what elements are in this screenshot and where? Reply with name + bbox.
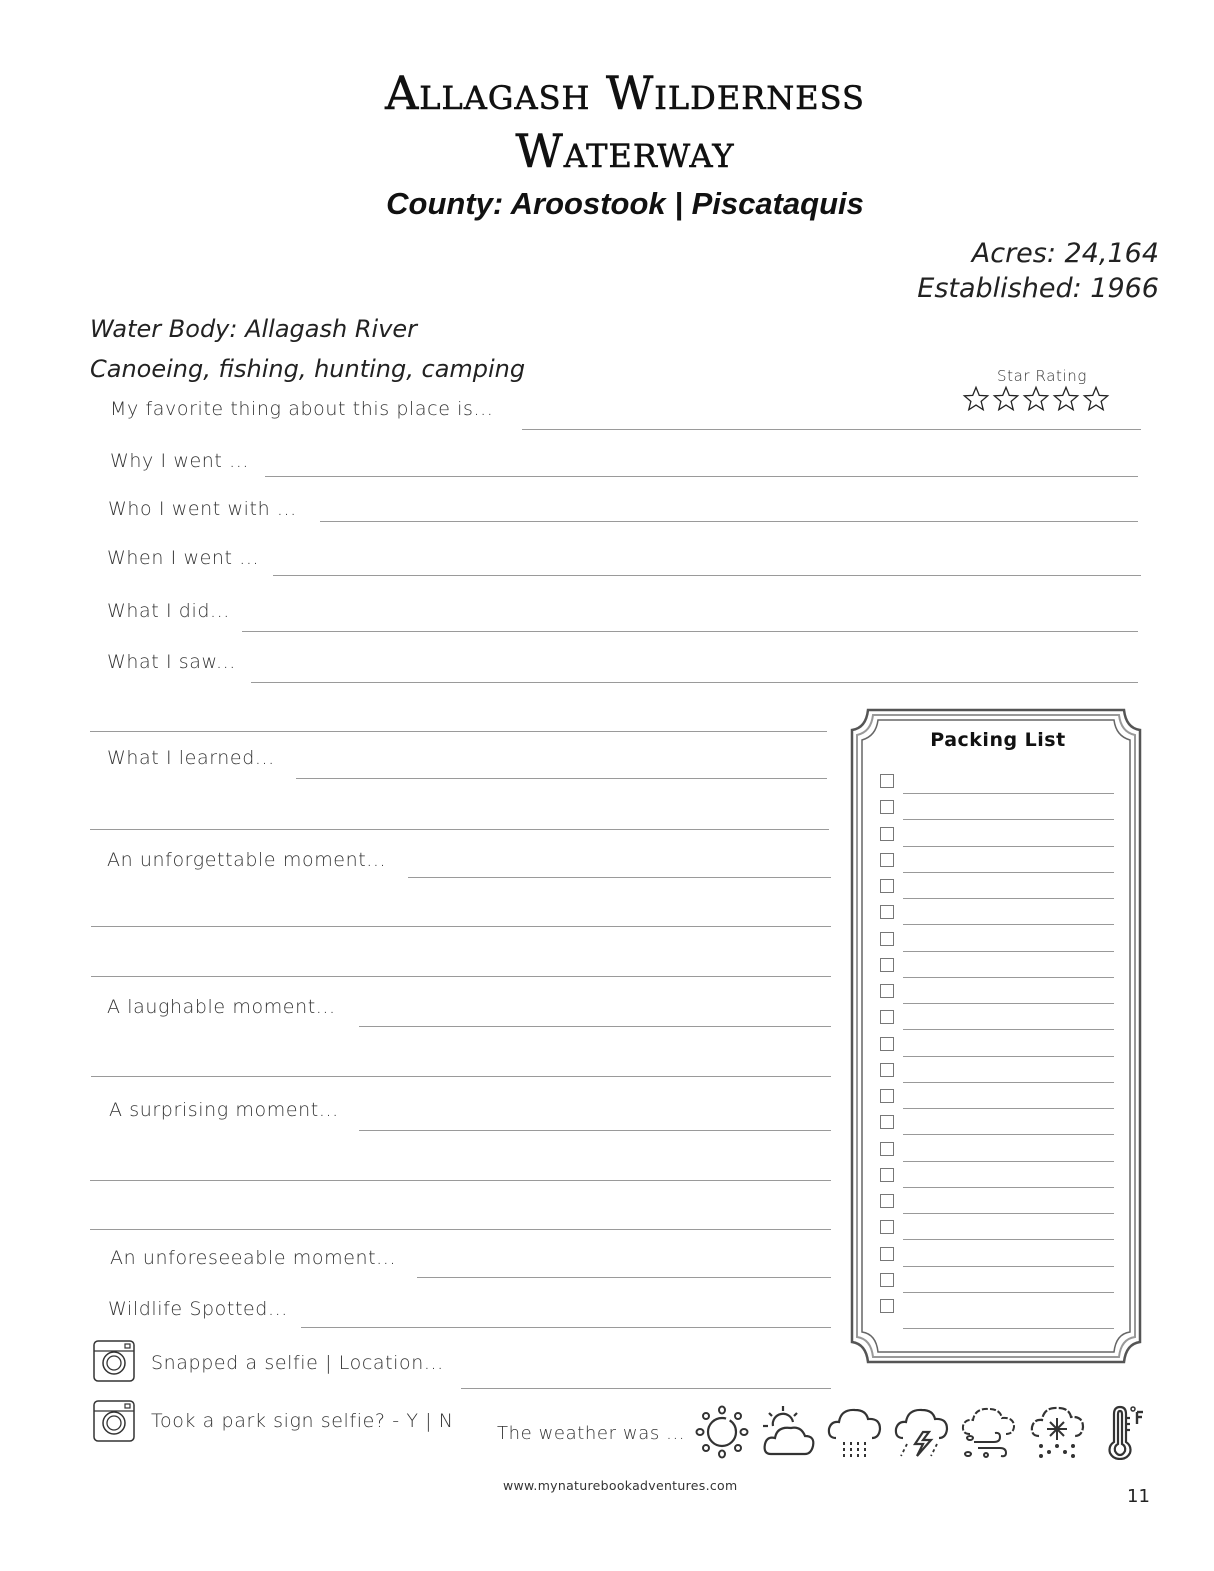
answer-line-selfie[interactable] — [461, 1388, 831, 1389]
packing-list-item[interactable] — [878, 852, 1114, 878]
checkbox[interactable] — [880, 1168, 894, 1182]
packing-item-line[interactable] — [903, 819, 1114, 820]
packing-list-item[interactable] — [878, 1036, 1114, 1062]
checkbox[interactable] — [880, 853, 894, 867]
packing-list-item[interactable] — [878, 904, 1114, 930]
packing-list-item[interactable] — [878, 1167, 1114, 1193]
checkbox[interactable] — [880, 905, 894, 919]
packing-item-line[interactable] — [903, 1134, 1114, 1135]
checkbox[interactable] — [880, 932, 894, 946]
answer-line-learned-2[interactable] — [90, 829, 829, 830]
packing-item-line[interactable] — [903, 846, 1114, 847]
acres-stat: Acres: 24,164 — [971, 238, 1159, 269]
checkbox[interactable] — [880, 1037, 894, 1051]
checkbox[interactable] — [880, 1194, 894, 1208]
packing-item-line[interactable] — [903, 1213, 1114, 1214]
packing-list-item[interactable] — [878, 983, 1114, 1009]
checkbox[interactable] — [880, 827, 894, 841]
camera-icon — [93, 1400, 135, 1442]
answer-line-who[interactable] — [320, 521, 1138, 522]
packing-list-item[interactable] — [878, 957, 1114, 983]
checkbox[interactable] — [880, 1089, 894, 1103]
prompt-learned: What I learned... — [107, 747, 275, 769]
star-rating[interactable] — [962, 385, 1110, 413]
packing-list-item[interactable] — [878, 1062, 1114, 1088]
answer-line-saw[interactable] — [251, 682, 1138, 683]
answer-line-saw-2[interactable] — [90, 731, 827, 732]
checkbox[interactable] — [880, 1063, 894, 1077]
packing-list-item[interactable] — [878, 1009, 1114, 1035]
packing-list-item[interactable] — [878, 1141, 1114, 1167]
packing-item-line[interactable] — [903, 951, 1114, 952]
packing-item-line[interactable] — [903, 1292, 1114, 1293]
prompt-who: Who I went with ... — [108, 498, 297, 520]
packing-item-line[interactable] — [903, 1003, 1114, 1004]
checkbox[interactable] — [880, 774, 894, 788]
answer-line-unforgettable-2[interactable] — [91, 926, 831, 927]
page-title-line-2: Waterway — [515, 124, 735, 178]
prompt-laughable: A laughable moment... — [107, 996, 336, 1018]
windy-icon[interactable] — [960, 1404, 1016, 1460]
packing-list-item[interactable] — [878, 878, 1114, 904]
packing-item-line[interactable] — [903, 793, 1114, 794]
packing-list-item[interactable] — [878, 799, 1114, 825]
answer-line-unforgettable-3[interactable] — [91, 976, 831, 977]
star-icon[interactable] — [992, 385, 1020, 413]
page-number: 11 — [1127, 1486, 1150, 1507]
prompt-surprising: A surprising moment... — [109, 1099, 339, 1121]
prompt-unforeseeable: An unforeseeable moment... — [110, 1247, 397, 1269]
prompt-when: When I went ... — [107, 547, 260, 569]
prompt-selfie: Snapped a selfie | Location... — [151, 1352, 444, 1374]
packing-list-item[interactable] — [878, 1193, 1114, 1219]
checkbox[interactable] — [880, 1220, 894, 1234]
answer-line-did[interactable] — [242, 631, 1138, 632]
packing-item-line[interactable] — [903, 1082, 1114, 1083]
packing-list-item[interactable] — [878, 1298, 1114, 1324]
packing-list-item[interactable] — [878, 1219, 1114, 1245]
packing-list-title: Packing List — [930, 729, 1066, 751]
answer-line-laughable[interactable] — [359, 1026, 831, 1027]
prompt-park-sign-selfie[interactable]: Took a park sign selfie? - Y | N — [151, 1410, 454, 1432]
thunderstorm-icon[interactable] — [893, 1404, 949, 1460]
answer-line-unforeseeable[interactable] — [417, 1277, 831, 1278]
established-stat: Established: 1966 — [917, 273, 1159, 304]
page-title-line-1: Allagash Wilderness — [385, 66, 865, 120]
checkbox[interactable] — [880, 879, 894, 893]
partly-cloudy-icon[interactable] — [761, 1404, 817, 1460]
rain-icon[interactable] — [826, 1404, 882, 1460]
packing-item-line[interactable] — [903, 977, 1114, 978]
answer-line-unforgettable[interactable] — [408, 877, 831, 878]
packing-item-line[interactable] — [903, 1328, 1114, 1329]
packing-item-line[interactable] — [903, 1266, 1114, 1267]
packing-list-item[interactable] — [878, 826, 1114, 852]
answer-line-surprising[interactable] — [359, 1130, 831, 1131]
thermometer-fahrenheit-icon[interactable] — [1096, 1404, 1152, 1460]
prompt-unforgettable: An unforgettable moment... — [107, 849, 387, 871]
packing-item-line[interactable] — [903, 1029, 1114, 1030]
water-body: Water Body: Allagash River — [90, 315, 418, 343]
camera-icon — [93, 1340, 135, 1382]
weather-label: The weather was ... — [497, 1423, 686, 1444]
prompt-wildlife: Wildlife Spotted... — [108, 1298, 288, 1320]
snow-icon[interactable] — [1029, 1404, 1085, 1460]
packing-list-item[interactable] — [878, 773, 1114, 799]
answer-line-surprising-2[interactable] — [90, 1180, 831, 1181]
footer-url[interactable]: www.mynaturebookadventures.com — [503, 1478, 738, 1493]
packing-list-item[interactable] — [878, 1088, 1114, 1114]
star-icon[interactable] — [1052, 385, 1080, 413]
packing-item-line[interactable] — [903, 1108, 1114, 1109]
packing-list-item[interactable] — [878, 1272, 1114, 1298]
packing-item-line[interactable] — [903, 872, 1114, 873]
packing-item-line[interactable] — [903, 1239, 1114, 1240]
prompt-did: What I did... — [107, 600, 230, 622]
packing-item-line[interactable] — [903, 1161, 1114, 1162]
checkbox[interactable] — [880, 1299, 894, 1313]
packing-item-line[interactable] — [903, 924, 1114, 925]
star-icon[interactable] — [1082, 385, 1110, 413]
checkbox[interactable] — [880, 958, 894, 972]
answer-line-learned[interactable] — [296, 778, 827, 779]
star-icon[interactable] — [962, 385, 990, 413]
packing-list-item[interactable] — [878, 1246, 1114, 1272]
answer-line-why[interactable] — [265, 476, 1138, 477]
prompt-why: Why I went ... — [110, 450, 250, 472]
checkbox[interactable] — [880, 1010, 894, 1024]
star-icon[interactable] — [1022, 385, 1050, 413]
answer-line-surprising-3[interactable] — [90, 1229, 831, 1230]
packing-list-item[interactable] — [878, 931, 1114, 957]
checkbox[interactable] — [880, 1115, 894, 1129]
packing-list-item[interactable] — [878, 1114, 1114, 1140]
prompt-saw: What I saw... — [107, 651, 236, 673]
checkbox[interactable] — [880, 1273, 894, 1287]
sunny-icon[interactable] — [694, 1404, 750, 1460]
checkbox[interactable] — [880, 1247, 894, 1261]
answer-line-wildlife[interactable] — [301, 1327, 831, 1328]
packing-item-line[interactable] — [903, 898, 1114, 899]
packing-item-line[interactable] — [903, 1187, 1114, 1188]
checkbox[interactable] — [880, 984, 894, 998]
answer-line-laughable-2[interactable] — [91, 1076, 831, 1077]
packing-item-line[interactable] — [903, 1056, 1114, 1057]
answer-line-favorite[interactable] — [522, 429, 1141, 430]
answer-line-when[interactable] — [273, 575, 1141, 576]
checkbox[interactable] — [880, 1142, 894, 1156]
star-rating-label: Star Rating — [997, 367, 1087, 385]
activities: Canoeing, fishing, hunting, camping — [90, 355, 526, 383]
checkbox[interactable] — [880, 800, 894, 814]
county-subtitle: County: Aroostook | Piscataquis — [386, 186, 864, 221]
prompt-favorite: My favorite thing about this place is... — [110, 398, 494, 420]
